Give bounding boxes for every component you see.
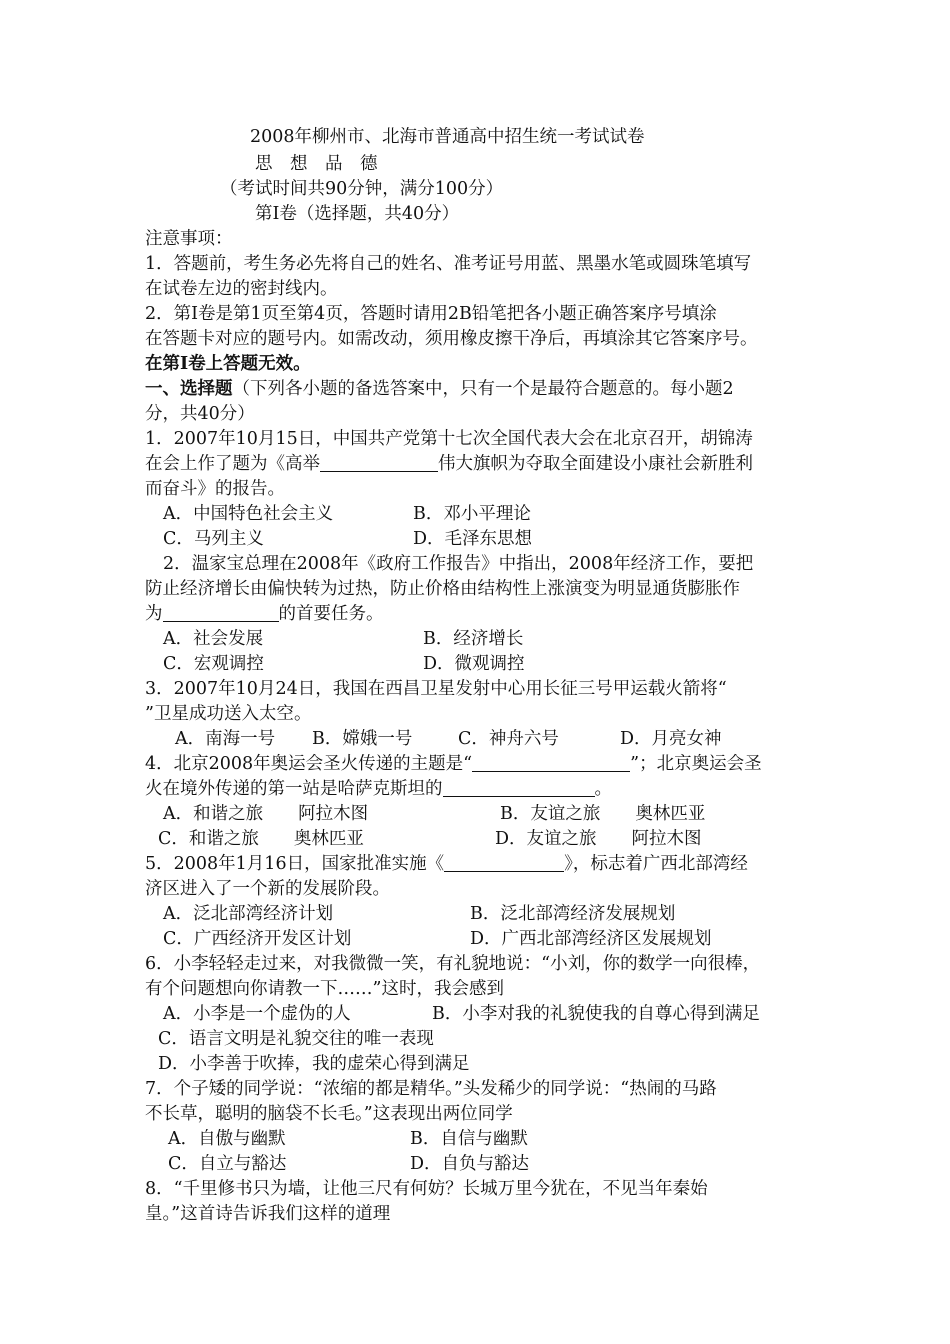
q7-line-2: 不长草，聪明的脑袋不长毛。”这表现出两位同学	[145, 1104, 513, 1124]
part1-title: 一、选择题	[145, 379, 233, 399]
q1-line-3: 而奋斗》的报告。	[145, 479, 285, 499]
part1-desc: （下列各小题的备选答案中，只有一个是最符合题意的。每小题2	[232, 379, 734, 399]
q7-option-c: C．自立与豁达	[168, 1154, 287, 1174]
q2-option-b: B．经济增长	[423, 629, 524, 649]
q2-line-1: 2．温家宝总理在2008年《政府工作报告》中指出，2008年经济工作，要把	[163, 554, 754, 574]
q2-line-3	[145, 602, 384, 626]
q4-option-b: B．友谊之旅 奥林匹亚	[500, 804, 706, 824]
q6-option-a: A．小李是一个虚伪的人	[163, 1004, 351, 1024]
q5-option-c: C．广西经济开发区计划	[163, 929, 352, 949]
note-1-line-2: 在试卷左边的密封线内。	[145, 279, 338, 299]
q6-option-b: B．小李对我的礼貌使我的自尊心得到满足	[432, 1004, 760, 1024]
q6-option-d: D．小李善于吹捧，我的虚荣心得到满足	[158, 1054, 470, 1074]
q4-text-b: ”；北京奥运会圣	[630, 754, 762, 774]
part1-desc-cont: 分，共40分）	[145, 404, 255, 424]
q3-option-b: B．嫦娥一号	[312, 729, 413, 749]
q2-option-d: D．微观调控	[423, 654, 525, 674]
q6-line-1: 6．小李轻轻走过来，对我微微一笑，有礼貌地说：“小刘，你的数学一向很棒，	[145, 954, 761, 974]
q4-option-d: D．友谊之旅 阿拉木图	[495, 829, 702, 849]
note-warning: 在第Ⅰ卷上答题无效。	[145, 354, 311, 374]
q4-blank-2	[443, 778, 595, 797]
note-1-line-1: 1．答题前，考生务必先将自己的姓名、准考证号用蓝、黑墨水笔或圆珠笔填写	[145, 254, 752, 274]
q7-option-d: D．自负与豁达	[410, 1154, 530, 1174]
q1-blank	[320, 453, 438, 472]
q2-option-a: A．社会发展	[163, 629, 264, 649]
q1-line-1: 1．2007年10月15日，中国共产党第十七次全国代表大会在北京召开，胡锦涛	[145, 429, 753, 449]
q2-text-b: 的首要任务。	[278, 604, 384, 624]
q8-line-2: 皇。”这首诗告诉我们这样的道理	[145, 1204, 391, 1224]
note-2-line-1: 2．第Ⅰ卷是第1页至第4页，答题时请用2B铅笔把各小题正确答案序号填涂	[145, 304, 717, 324]
q7-option-b: B．自信与幽默	[410, 1129, 528, 1149]
q6-option-c: C．语言文明是礼貌交往的唯一表现	[158, 1029, 434, 1049]
section-title: 第Ⅰ卷（选择题，共40分）	[255, 204, 460, 224]
q3-line-2: ”卫星成功送入太空。	[145, 704, 312, 724]
part1-heading	[145, 377, 734, 401]
q5-option-b: B．泛北部湾经济发展规划	[470, 904, 676, 924]
q3-line-1: 3．2007年10月24日，我国在西昌卫星发射中心用长征三号甲运载火箭将“	[145, 679, 727, 699]
q1-option-d: D．毛泽东思想	[413, 529, 533, 549]
q8-line-1: 8．“千里修书只为墙，让他三尺有何妨？长城万里今犹在，不见当年秦始	[145, 1179, 708, 1199]
q5-text-b: 》，标志着广西北部湾经	[564, 854, 748, 874]
q3-option-a: A．南海一号	[175, 729, 276, 749]
q5-line-1	[145, 852, 748, 876]
q2-blank	[163, 603, 279, 622]
subject-title: 思 想 品 德	[255, 154, 378, 174]
exam-title: 2008年柳州市、北海市普通高中招生统一考试试卷	[250, 127, 645, 147]
exam-info: （考试时间共90分钟，满分100分）	[220, 179, 504, 199]
q5-line-2: 济区进入了一个新的发展阶段。	[145, 879, 390, 899]
q4-option-a: A．和谐之旅 阿拉木图	[163, 804, 369, 824]
q3-option-c: C．神舟六号	[458, 729, 559, 749]
q4-text-a: 4．北京2008年奥运会圣火传递的主题是“	[145, 754, 473, 774]
q1-line-2	[145, 452, 753, 476]
q5-blank	[444, 853, 564, 872]
q1-text-b: 伟大旗帜为夺取全面建设小康社会新胜利	[438, 454, 753, 474]
q2-line-2: 防止经济增长由偏快转为过热，防止价格由结构性上涨演变为明显通货膨胀作	[145, 579, 740, 599]
q4-option-c: C．和谐之旅 奥林匹亚	[158, 829, 364, 849]
q5-text-a: 5．2008年1月16日，国家批准实施《	[145, 854, 445, 874]
notes-heading: 注意事项：	[145, 229, 233, 249]
q4-line-2	[145, 777, 612, 801]
q2-option-c: C．宏观调控	[163, 654, 264, 674]
q2-text-a: 为	[145, 604, 163, 624]
q1-text-a: 在会上作了题为《高举	[145, 454, 320, 474]
q5-option-d: D．广西北部湾经济区发展规划	[470, 929, 712, 949]
q4-blank-1	[472, 753, 630, 772]
q1-option-b: B．邓小平理论	[413, 504, 531, 524]
q4-text-d: 。	[594, 779, 612, 799]
q3-option-d: D．月亮女神	[620, 729, 722, 749]
q7-line-1: 7．个子矮的同学说：“浓缩的都是精华。”头发稀少的同学说：“热闹的马路	[145, 1079, 717, 1099]
q1-option-a: A．中国特色社会主义	[163, 504, 334, 524]
q6-line-2: 有个问题想向你请教一下……”这时，我会感到	[145, 979, 504, 999]
q4-text-c: 火在境外传递的第一站是哈萨克斯坦的	[145, 779, 443, 799]
q7-option-a: A．自傲与幽默	[168, 1129, 286, 1149]
q4-line-1	[145, 752, 762, 776]
note-2-line-2: 在答题卡对应的题号内。如需改动，须用橡皮擦干净后，再填涂其它答案序号。	[145, 329, 758, 349]
q5-option-a: A．泛北部湾经济计划	[163, 904, 334, 924]
q1-option-c: C．马列主义	[163, 529, 264, 549]
